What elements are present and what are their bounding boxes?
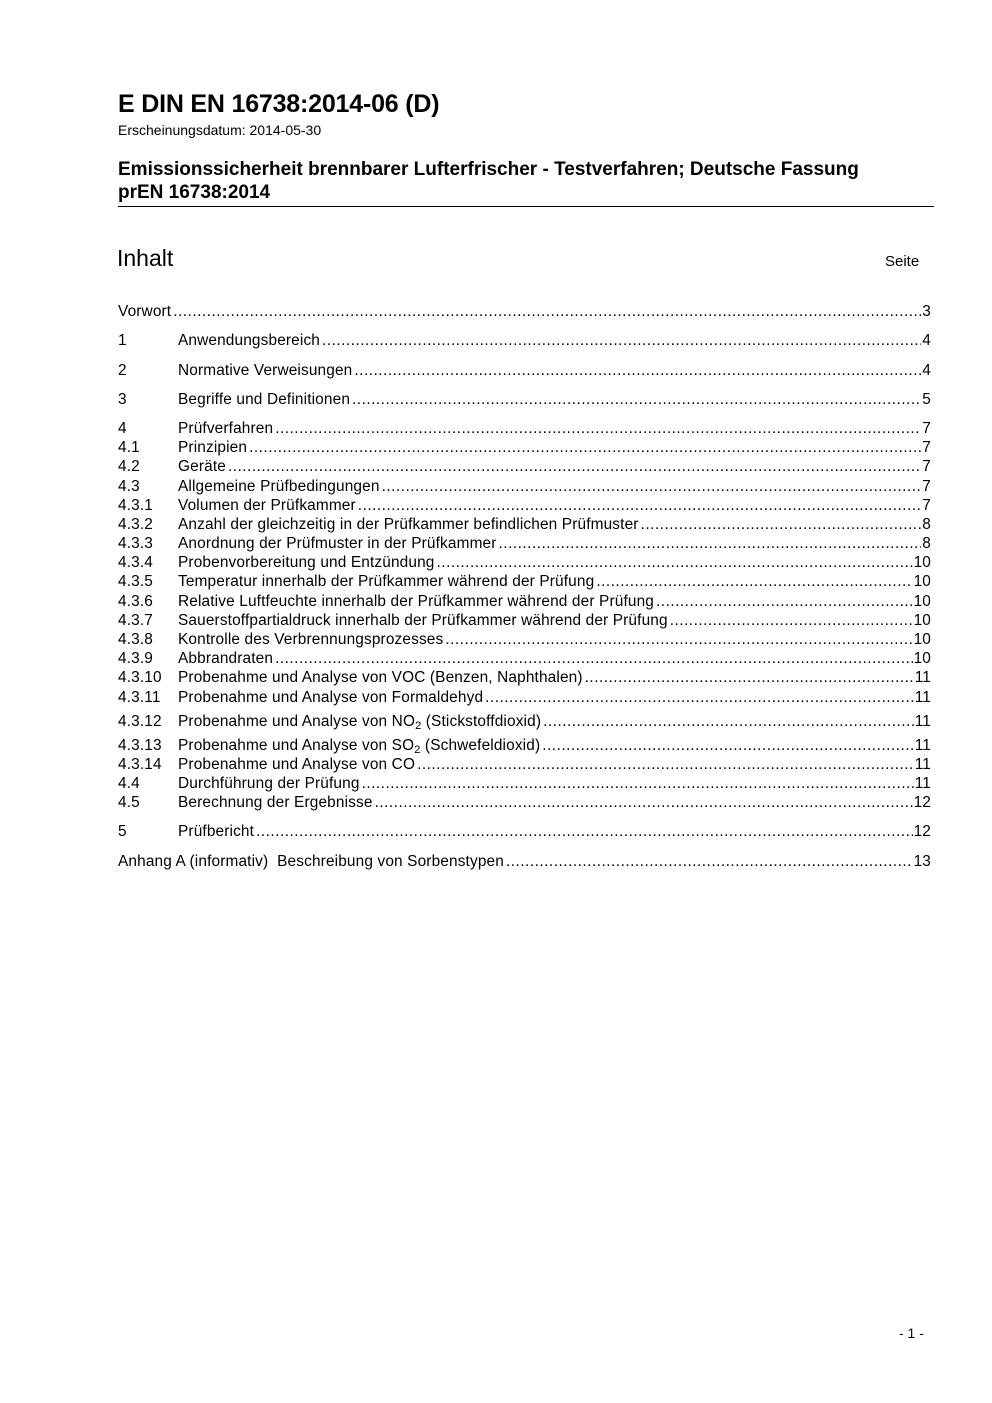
toc-entry-number: 1 bbox=[118, 332, 127, 350]
toc-entry-title: Durchführung der Prüfung bbox=[178, 774, 360, 792]
toc-entry-title: Normative Verweisungen bbox=[178, 361, 353, 379]
toc-entry-number: 4.3.2 bbox=[118, 515, 153, 533]
toc-entry-number: 4.3.3 bbox=[118, 535, 153, 553]
toc-entry-page: 7 bbox=[922, 419, 931, 437]
toc-entry-page: 12 bbox=[913, 823, 931, 841]
toc-dot-leader bbox=[585, 669, 914, 687]
toc-entry-title: Prüfverfahren bbox=[178, 419, 274, 437]
toc-entry-4-3-9[interactable] bbox=[118, 649, 931, 668]
toc-entry-number: 4.1 bbox=[118, 439, 140, 457]
toc-entry-number: 4.3.10 bbox=[118, 669, 162, 687]
toc-entry-title: Prinzipien bbox=[178, 439, 248, 457]
toc-entry-4-2[interactable] bbox=[118, 457, 931, 476]
toc-dot-leader bbox=[656, 593, 913, 611]
title-rule bbox=[118, 206, 934, 207]
toc-entry-page: 11 bbox=[914, 736, 931, 754]
toc-entry-page: 5 bbox=[922, 390, 931, 408]
toc-entry-page: 11 bbox=[914, 669, 931, 687]
toc-entry-number: 4.3.1 bbox=[118, 496, 153, 514]
toc-entry-4-4[interactable] bbox=[118, 774, 931, 793]
toc-dot-leader bbox=[499, 535, 922, 553]
toc-entry-5[interactable] bbox=[118, 822, 931, 841]
toc-entry-anhang-a[interactable] bbox=[118, 851, 931, 870]
toc-entry-number: 4.3.5 bbox=[118, 573, 153, 591]
toc-entry-title: Probenahme und Analyse von Formaldehyd bbox=[178, 688, 484, 706]
toc-entry-title: Anwendungsbereich bbox=[178, 332, 321, 350]
toc-entry-page: 4 bbox=[922, 361, 931, 379]
toc-entry-4-1[interactable] bbox=[118, 438, 931, 457]
toc-heading: Inhalt bbox=[117, 245, 174, 271]
toc-entry-number: 4.3.11 bbox=[118, 688, 161, 706]
toc-entry-page: 10 bbox=[913, 592, 931, 610]
toc-dot-leader bbox=[249, 439, 921, 457]
toc-entry-page: 10 bbox=[913, 631, 931, 648]
toc-entry-number: 2 bbox=[118, 361, 127, 379]
toc-dot-leader bbox=[352, 391, 921, 409]
toc-dot-leader bbox=[670, 612, 913, 630]
toc-entry-title: Abbrandraten bbox=[178, 650, 274, 668]
publication-date: Erscheinungsdatum: 2014-05-30 bbox=[118, 122, 322, 138]
toc-entry-title: Relative Luftfeuchte innerhalb der Prüfkammer während der Prüfung bbox=[178, 592, 655, 610]
toc-entry-number: 3 bbox=[118, 390, 127, 408]
toc-entry-4-3-2[interactable] bbox=[118, 515, 931, 534]
toc-entry-4-5[interactable] bbox=[118, 793, 931, 812]
toc-entry-number: 4.3 bbox=[118, 477, 140, 495]
toc-entry-3[interactable] bbox=[118, 390, 931, 409]
toc-entry-title-subscript: 2 bbox=[415, 719, 422, 732]
toc-entry-title: Vorwort bbox=[118, 303, 172, 321]
toc-entry-number: 4.3.6 bbox=[118, 592, 153, 610]
toc-entry-title: Anhang A (informativ) Beschreibung von Sorbenstypen bbox=[118, 852, 504, 870]
toc-entry-page: 4 bbox=[922, 332, 931, 350]
toc-entry-title: Probenahme und Analyse von CO bbox=[178, 755, 416, 773]
toc-entry-page: 12 bbox=[913, 794, 931, 812]
toc-entry-page: 10 bbox=[913, 573, 931, 591]
toc-dot-leader bbox=[596, 573, 912, 591]
toc-dot-leader bbox=[173, 303, 921, 321]
toc-entry-title: Begriffe und Definitionen bbox=[178, 390, 351, 408]
toc-entry-page: 8 bbox=[922, 515, 931, 533]
toc-entry-4-3-7[interactable] bbox=[118, 611, 931, 630]
toc-entry-number: 4.3.8 bbox=[118, 631, 153, 648]
toc-entry-title: Allgemeine Prüfbedingungen bbox=[178, 477, 380, 495]
toc-entry-4-3-11[interactable] bbox=[118, 687, 931, 706]
toc-entry-page: 11 bbox=[914, 755, 931, 773]
toc-dot-leader bbox=[362, 775, 914, 793]
toc-entry-page: 8 bbox=[922, 535, 931, 553]
toc-entry-page: 13 bbox=[913, 852, 931, 870]
toc-entry-number: 4.4 bbox=[118, 774, 140, 792]
toc-dot-leader bbox=[375, 794, 913, 812]
toc-dot-leader bbox=[417, 756, 914, 774]
toc-entry-4-3-12[interactable] bbox=[118, 707, 931, 731]
toc-entry-title: Geräte bbox=[178, 458, 226, 476]
toc-entry-page: 11 bbox=[914, 688, 931, 706]
toc-dot-leader bbox=[506, 853, 913, 871]
toc-dot-leader bbox=[382, 478, 922, 496]
toc-entry-page: 11 bbox=[914, 712, 931, 730]
toc-entry-title: Volumen der Prüfkammer bbox=[178, 496, 356, 514]
toc-entry-number: 4.2 bbox=[118, 458, 140, 476]
toc-entry-page: 10 bbox=[913, 611, 931, 629]
toc-entry-number: 4 bbox=[118, 419, 127, 437]
toc-entry-number: 4.3.12 bbox=[118, 712, 162, 730]
toc-entry-title-suffix: (Schwefeldioxid) bbox=[420, 736, 541, 754]
toc-dot-leader bbox=[485, 689, 914, 707]
toc-entry-4[interactable] bbox=[118, 419, 931, 438]
toc-page-column-header: Seite bbox=[885, 253, 920, 270]
toc-entry-4-3-5[interactable] bbox=[118, 572, 931, 591]
document-title-line-2: prEN 16738:2014 bbox=[118, 182, 271, 203]
toc-entry-page: 10 bbox=[913, 554, 931, 572]
toc-entry-number: 4.3.7 bbox=[118, 611, 153, 629]
toc-entry-4-3-1[interactable] bbox=[118, 496, 931, 515]
toc-entry-title-text: Probenahme und Analyse von NO bbox=[178, 712, 416, 730]
toc-entry-number: 4.3.9 bbox=[118, 650, 153, 668]
toc-entry-title-suffix: (Stickstoffdioxid) bbox=[421, 712, 542, 730]
toc-entry-4-3-3[interactable] bbox=[118, 534, 931, 553]
toc-dot-leader bbox=[322, 332, 921, 350]
toc-entry-4-3-13[interactable] bbox=[118, 731, 931, 755]
toc-entry-page: 7 bbox=[922, 458, 931, 476]
table-of-contents bbox=[118, 302, 931, 871]
toc-entry-title-subscript: 2 bbox=[414, 743, 421, 756]
toc-entry-2[interactable] bbox=[118, 360, 931, 379]
toc-entry-page: 7 bbox=[922, 496, 931, 514]
toc-entry-title bbox=[178, 737, 542, 755]
toc-entry-title: Temperatur innerhalb der Prüfkammer während der Prüfung bbox=[178, 573, 595, 591]
toc-entry-1[interactable] bbox=[118, 331, 931, 350]
toc-dot-leader bbox=[542, 737, 913, 755]
toc-entry-page: 7 bbox=[922, 439, 931, 457]
toc-dot-leader bbox=[358, 497, 921, 515]
document-title bbox=[118, 158, 934, 204]
toc-entry-number: 4.5 bbox=[118, 794, 140, 812]
toc-dot-leader bbox=[437, 554, 913, 572]
toc-dot-leader bbox=[256, 823, 913, 841]
toc-entry-4-3-10[interactable] bbox=[118, 668, 931, 687]
toc-entry-page: 3 bbox=[922, 303, 931, 321]
toc-entry-title: Probenvorbereitung und Entzündung bbox=[178, 554, 435, 572]
toc-dot-leader bbox=[275, 420, 921, 438]
toc-entry-4-3[interactable] bbox=[118, 476, 931, 495]
toc-entry-title bbox=[178, 713, 543, 731]
toc-entry-4-3-14[interactable] bbox=[118, 755, 931, 774]
toc-entry-title: Prüfbericht bbox=[178, 823, 255, 841]
toc-entry-page: 10 bbox=[913, 650, 931, 668]
toc-entry-number: 4.3.14 bbox=[118, 755, 162, 773]
toc-entry-title: Berechnung der Ergebnisse bbox=[178, 794, 373, 812]
toc-entry-number: 5 bbox=[118, 823, 127, 841]
toc-dot-leader bbox=[641, 516, 922, 534]
toc-entry-4-3-4[interactable] bbox=[118, 553, 931, 572]
toc-dot-leader bbox=[354, 362, 921, 380]
toc-entry-title: Probenahme und Analyse von VOC (Benzen, Naphthalen) bbox=[178, 669, 583, 687]
toc-entry-title: Anordnung der Prüfmuster in der Prüfkammer bbox=[178, 535, 497, 553]
toc-entry-vorwort[interactable] bbox=[118, 302, 931, 321]
toc-dot-leader bbox=[543, 713, 914, 731]
toc-entry-4-3-8[interactable] bbox=[118, 630, 931, 649]
toc-entry-title: Kontrolle des Verbrennungsprozesses bbox=[178, 631, 444, 648]
toc-dot-leader bbox=[445, 631, 912, 649]
page-number: - 1 - bbox=[899, 1325, 924, 1341]
toc-dot-leader bbox=[275, 650, 913, 668]
toc-entry-page: 7 bbox=[922, 477, 931, 495]
toc-entry-4-3-6[interactable] bbox=[118, 591, 931, 610]
toc-entry-number: 4.3.4 bbox=[118, 554, 153, 572]
toc-dot-leader bbox=[228, 458, 921, 476]
toc-entry-page: 11 bbox=[914, 774, 931, 792]
document-id: E DIN EN 16738:2014-06 (D) bbox=[118, 90, 440, 118]
document-title-line-1: Emissionssicherheit brennbarer Lufterfrischer - Testverfahren; Deutsche Fassung bbox=[118, 159, 859, 180]
toc-entry-title-text: Probenahme und Analyse von SO bbox=[178, 736, 415, 754]
toc-entry-title: Sauerstoffpartialdruck innerhalb der Prüfkammer während der Prüfung bbox=[178, 611, 668, 629]
toc-entry-title: Anzahl der gleichzeitig in der Prüfkammer befindlichen Prüfmuster bbox=[178, 515, 639, 533]
toc-entry-number: 4.3.13 bbox=[118, 736, 162, 754]
